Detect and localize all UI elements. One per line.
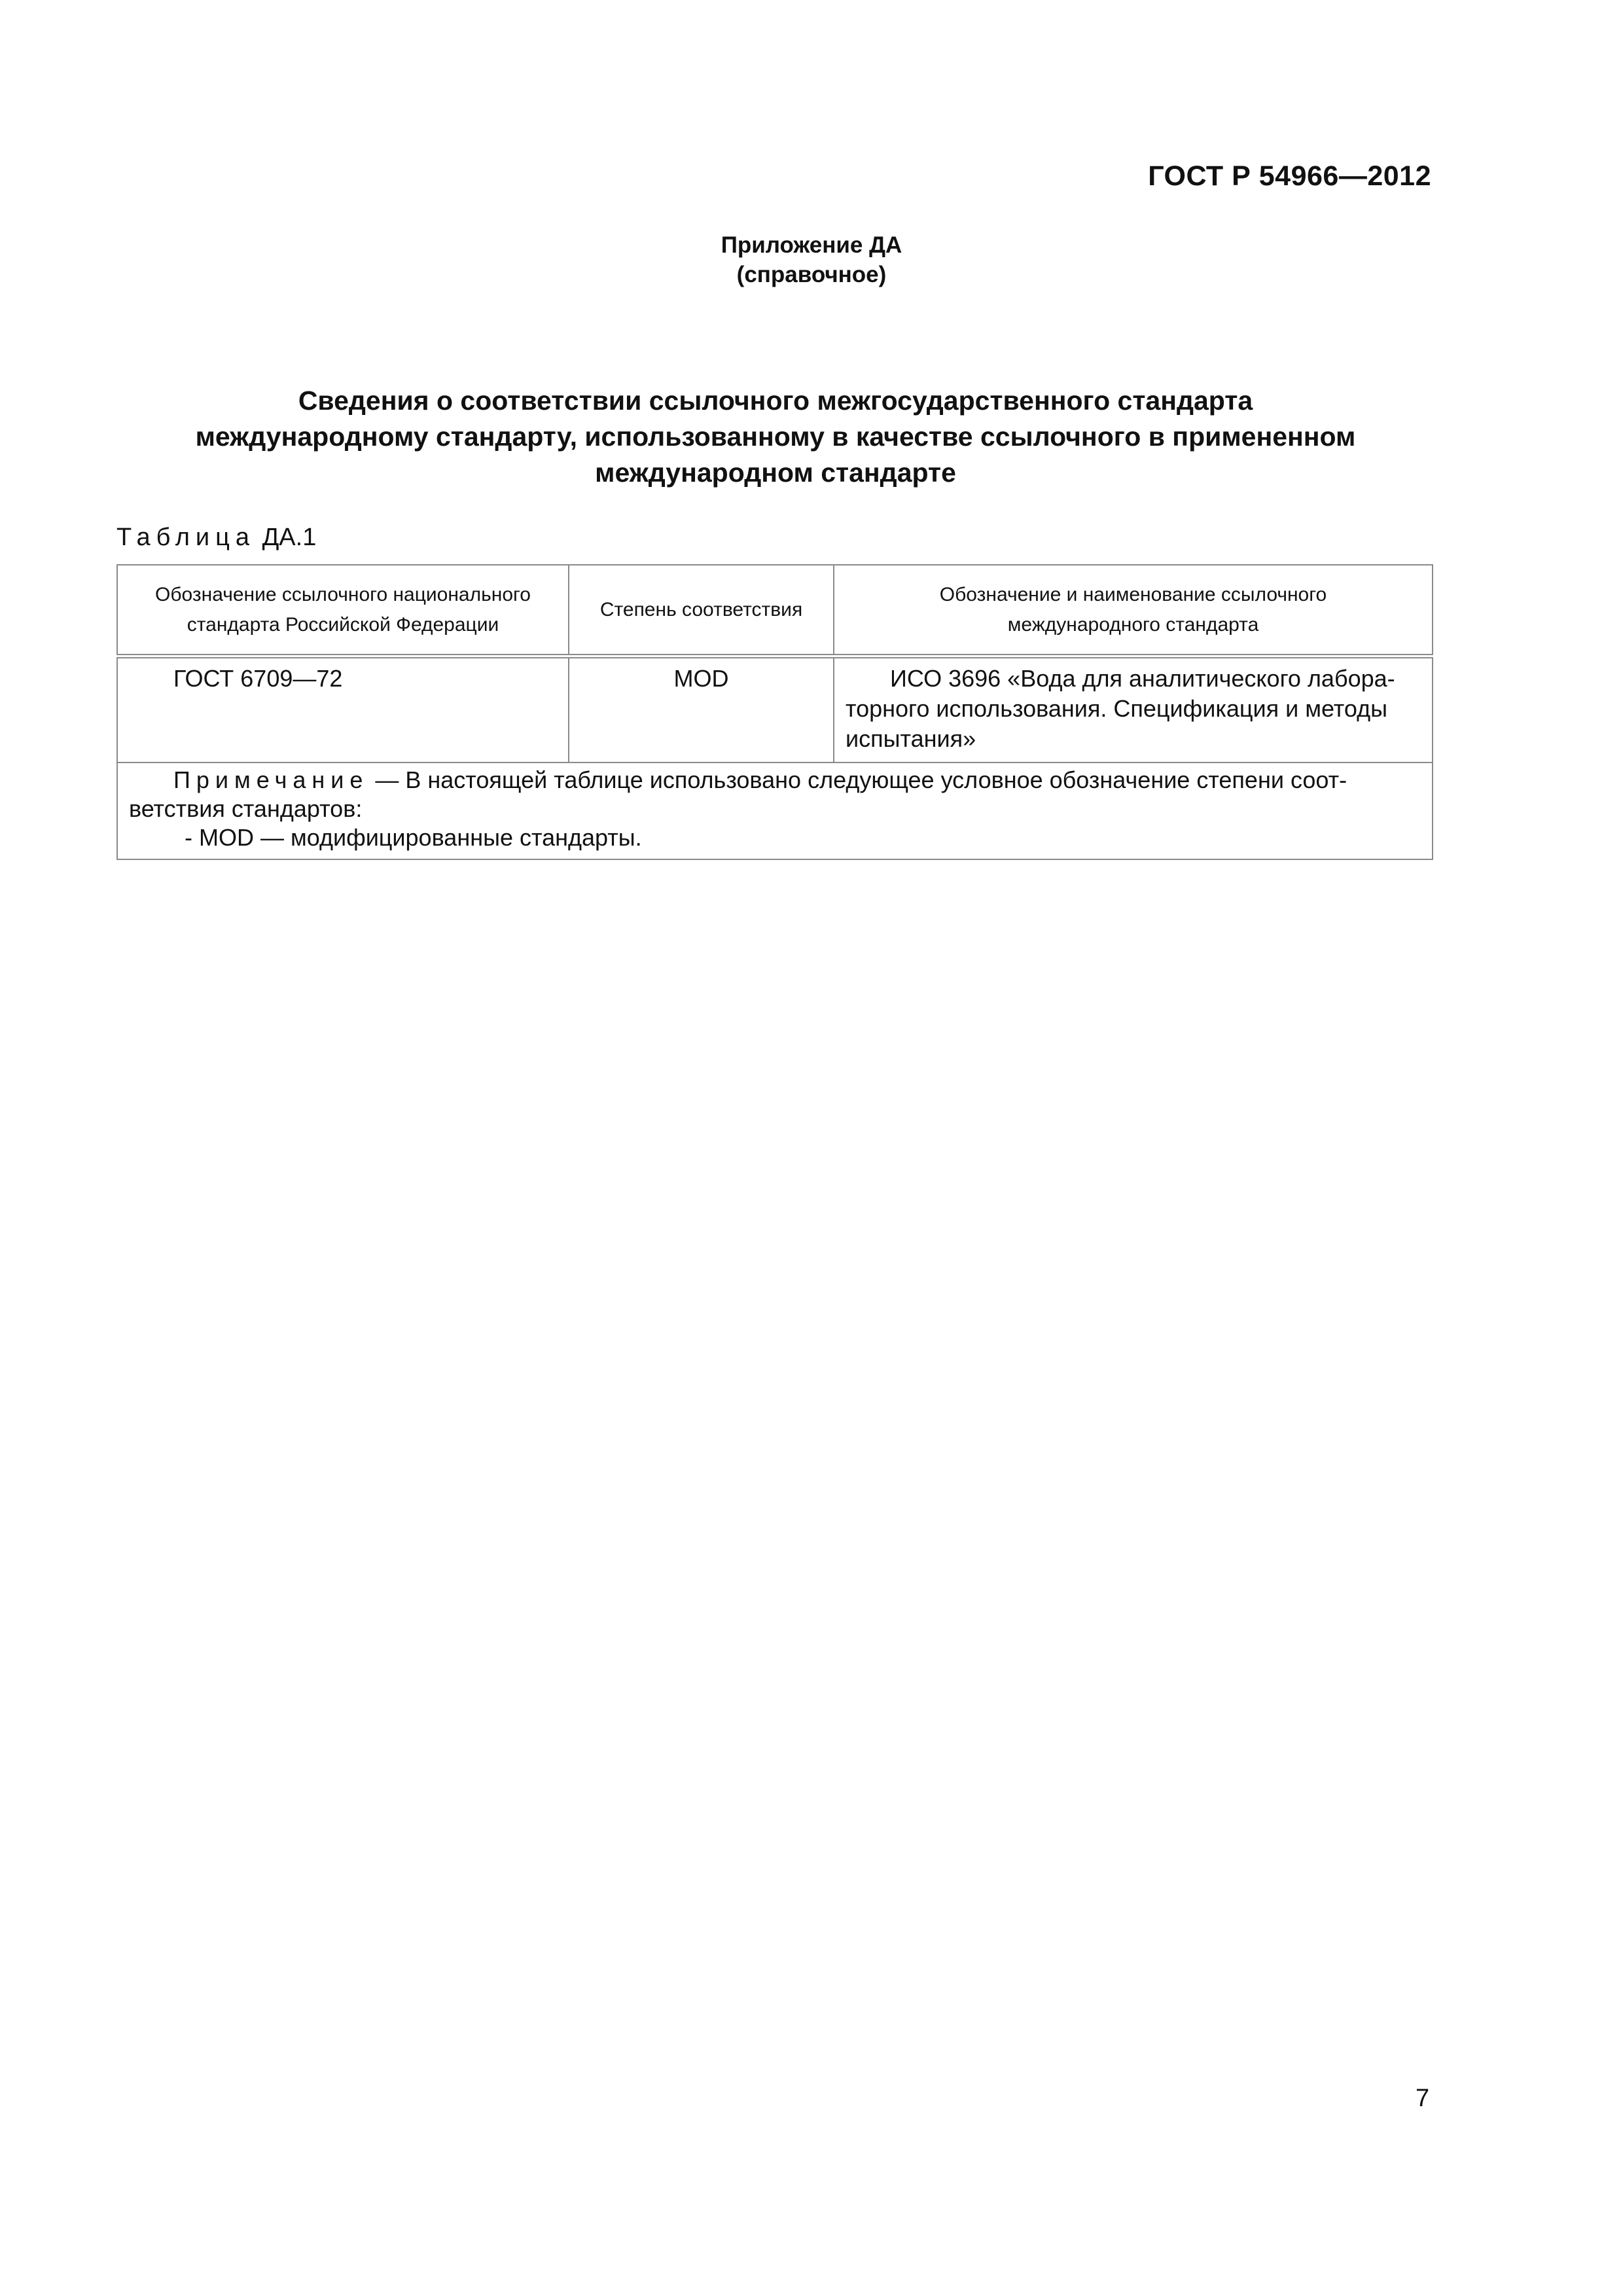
table-caption-number: ДА.1 (262, 524, 317, 551)
cell-international-standard: ИСО 3696 «Вода для аналитического лабора- торного использования. Спецификация и методы испытания» (834, 656, 1433, 763)
appendix-kind: (справочное) (736, 262, 887, 287)
heading-line: международном стандарте (595, 457, 956, 488)
cell-national-standard: ГОСТ 6709—72 (117, 656, 569, 763)
table-note-row (117, 762, 1433, 859)
cell-degree: MOD (569, 656, 834, 763)
table-note (117, 762, 1433, 859)
appendix-title: Приложение ДА (721, 232, 902, 258)
heading-line: международному стандарту, использованному в качестве ссылочного в примененном (195, 422, 1356, 452)
section-heading (118, 383, 1433, 491)
table-caption (116, 524, 316, 552)
page-number: 7 (1416, 2085, 1430, 2112)
note-text-continued: ветствия стандартов: (129, 795, 363, 822)
note-text: — В настоящей таблице использовано следующее условное обозначение степени соот- (375, 766, 1347, 793)
header-national-standard: Обозначение ссылочного национального стандарта Российской Федерации (117, 565, 569, 656)
table-row (117, 656, 1433, 763)
document-code: ГОСТ Р 54966—2012 (1148, 160, 1431, 192)
note-item: - MOD — модифицированные стандарты. (185, 824, 642, 851)
header-degree: Степень соответствия (569, 565, 834, 656)
table-caption-word: Таблица (116, 524, 255, 551)
header-international-standard: Обозначение и наименование ссылочного международного стандарта (834, 565, 1433, 656)
table-header-row (117, 565, 1433, 656)
note-label: Примечание (173, 766, 369, 793)
heading-line: Сведения о соответствии ссылочного межгосударственного стандарта (298, 386, 1253, 416)
reference-table (116, 564, 1433, 860)
